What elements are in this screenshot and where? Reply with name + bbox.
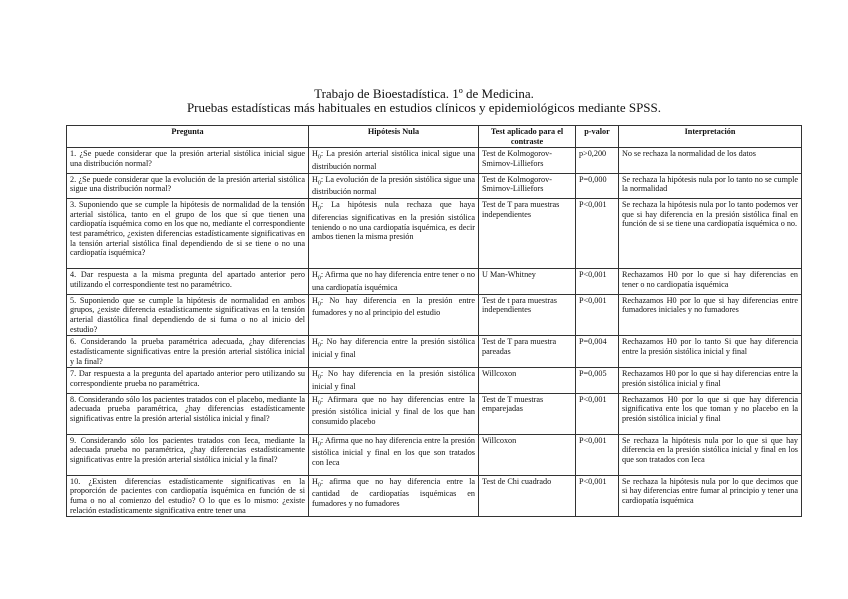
interpretation-cell: Rechazamos H0 por lo que si que hay diferencia significativa ente los que toman y no placebo en la presión sistólica inicial y final <box>619 393 802 434</box>
hypothesis-cell: $H_0$: No hay diferencia en la presión sistólica inicial y final <box>309 368 479 393</box>
interpretation-cell: Se rechaza la hipótesis nula por lo tanto podemos ver que si hay diferencia en la presión sistólica final en función de si se tiene una cardiopatía isquémica o no. <box>619 199 802 269</box>
table-row <box>67 294 802 336</box>
question-cell: 3. Suponiendo que se cumple la hipótesis de normalidad de la tensión arterial sistólica, tanto en el grupo de los que sí que tienen una cardiopatía isquémica como en los que no, mediante el correspondiente test paramétrico, ¿existen diferencias estadísticamente significativas en la tensión arterial sistólica final dependiendo de si se tiene o no una cardiopatía isquémica? <box>67 199 309 269</box>
test-cell: Test de Kolmogorov-Smirnov-Lilliefors <box>479 148 576 173</box>
question-cell: 9. Considerando sólo los pacientes tratados con Ieca, mediante la adecuada prueba no paramétrica, ¿hay diferencias estadísticamente significativas entre la presión arterial sistólica inicial y la final? <box>67 434 309 475</box>
table-row <box>67 336 802 368</box>
header-pregunta: Pregunta <box>67 126 309 148</box>
interpretation-cell: Rechazamos H0 por lo tanto Si que hay diferencia entre la presión sistólica inicial y final <box>619 336 802 368</box>
hypothesis-cell: $H_0$: La presión arterial sistólica inical sigue una distribución normal <box>309 148 479 173</box>
pvalue-cell: P<0,001 <box>576 294 619 336</box>
header-pvalor: p-valor <box>576 126 619 148</box>
table-header-row <box>67 126 802 148</box>
table-row <box>67 475 802 517</box>
table-row <box>67 434 802 475</box>
test-cell: Willcoxon <box>479 434 576 475</box>
pvalue-cell: P<0,001 <box>576 475 619 517</box>
interpretation-cell: Se rechaza la hipótesis nula por lo que si que hay diferencia en la presión sistólica inicial y final en los que son tratados con Ieca <box>619 434 802 475</box>
question-cell: 2. ¿Se puede considerar que la evolución de la presión arterial sistólica sigue una distribución normal? <box>67 173 309 198</box>
hypothesis-cell: $H_0$: La evolución de la presión sistólica sigue una distribución normal <box>309 173 479 198</box>
question-cell: 10. ¿Existen diferencias estadísticamente significativas en la proporción de pacientes con cardiopatía isquémica en función de si fuma o no al comienzo del estudio? O lo que es lo mismo: ¿existe relación estadísticamente significativa entre tener una <box>67 475 309 517</box>
table-row <box>67 269 802 294</box>
header-hipotesis: Hipótesis Nula <box>309 126 479 148</box>
header-interpretacion: Interpretación <box>619 126 802 148</box>
pvalue-cell: P<0,001 <box>576 269 619 294</box>
hypothesis-cell: $H_0$: Afirma que no hay diferencia entre la presión sistólica inicial y final en los que son tratados con Ieca <box>309 434 479 475</box>
table-row <box>67 148 802 173</box>
test-cell: Test de Chi cuadrado <box>479 475 576 517</box>
test-cell: U Man-Whitney <box>479 269 576 294</box>
pvalue-cell: P=0,005 <box>576 368 619 393</box>
hypothesis-cell: $H_0$: La hipótesis nula rechaza que haya diferencias significativas en la presión sistólica teniendo o no una cardiopatía isquémica, es decir ambos tienen la misma presión <box>309 199 479 269</box>
question-cell: 1. ¿Se puede considerar que la presión arterial sistólica inicial sigue una distribución normal? <box>67 148 309 173</box>
interpretation-cell: Rechazamos H0 por lo que si hay diferencias entre la presión sistólica inicial y final <box>619 368 802 393</box>
test-cell: Willcoxon <box>479 368 576 393</box>
table-row <box>67 368 802 393</box>
hypothesis-cell: $H_0$: No hay diferencia en la presión entre fumadores y no al principio del estudio <box>309 294 479 336</box>
table-row <box>67 173 802 198</box>
pvalue-cell: P=0,000 <box>576 173 619 198</box>
test-cell: Test de T muestras emparejadas <box>479 393 576 434</box>
pvalue-cell: P<0,001 <box>576 393 619 434</box>
test-cell: Test de T para muestra pareadas <box>479 336 576 368</box>
interpretation-cell: Rechazamos H0 por lo que si hay diferencias entre fumadores iniciales y no fumadores <box>619 294 802 336</box>
test-cell: Test de Kolmogorov-Smirnov-Lilliefors <box>479 173 576 198</box>
question-cell: 5. Suponiendo que se cumple la hipótesis de normalidad en ambos grupos, ¿existe diferencia estadísticamente significativas en la tensión arterial diastólica final dependiendo de si fuma o no al inicio del estudio? <box>67 294 309 336</box>
header-test: Test aplicado para el contraste <box>479 126 576 148</box>
statistics-table <box>66 125 802 517</box>
pvalue-cell: p>0,200 <box>576 148 619 173</box>
test-cell: Test de t para muestras independientes <box>479 294 576 336</box>
pvalue-cell: P<0,001 <box>576 434 619 475</box>
hypothesis-cell: $H_0$: Afirma que no hay diferencia entre tener o no una cardiopatía isquémica <box>309 269 479 294</box>
interpretation-cell: Rechazamos H0 por lo que si hay diferencias en tener o no cardiopatía isquémica <box>619 269 802 294</box>
interpretation-cell: Se rechaza la hipótesis nula por lo tanto no se cumple la normalidad <box>619 173 802 198</box>
hypothesis-cell: $H_0$: No hay diferencia entre la presión sistólica inicial y final <box>309 336 479 368</box>
question-cell: 8. Considerando sólo los pacientes tratados con el placebo, mediante la adecuada prueba paramétrica, ¿hay diferencias estadísticamente significativas entre la presión arterial sistólica inicial y final? <box>67 393 309 434</box>
document-title: Trabajo de Bioestadística. 1º de Medicina. <box>314 86 534 101</box>
table-row <box>67 393 802 434</box>
question-cell: 7. Dar respuesta a la pregunta del apartado anterior pero utilizando su correspondiente prueba no paramétrica. <box>67 368 309 393</box>
interpretation-cell: No se rechaza la normalidad de los datos <box>619 148 802 173</box>
interpretation-cell: Se rechaza la hipótesis nula por lo que decimos que si hay diferencias entre fumar al principio y tener una cardiopatía isquémica <box>619 475 802 517</box>
test-cell: Test de T para muestras independientes <box>479 199 576 269</box>
table-row <box>67 199 802 269</box>
hypothesis-cell: $H_0$: Afirmara que no hay diferencias entre la presión sistólica inicial y final de los que han consumido placebo <box>309 393 479 434</box>
document-subtitle: Pruebas estadísticas más habituales en estudios clínicos y epidemiológicos mediante SPSS. <box>186 100 662 115</box>
pvalue-cell: P<0,001 <box>576 199 619 269</box>
question-cell: 4. Dar respuesta a la misma pregunta del apartado anterior pero utilizando el correspondiente test no paramétrico. <box>67 269 309 294</box>
hypothesis-cell: $H_0$: afirma que no hay diferencia entre la cantidad de cardiopatías isquémicas en fumadores y no fumadores <box>309 475 479 517</box>
pvalue-cell: P=0,004 <box>576 336 619 368</box>
question-cell: 6. Considerando la prueba paramétrica adecuada, ¿hay diferencias estadísticamente significativas entre la presión arterial sistólica inicial y la final? <box>67 336 309 368</box>
